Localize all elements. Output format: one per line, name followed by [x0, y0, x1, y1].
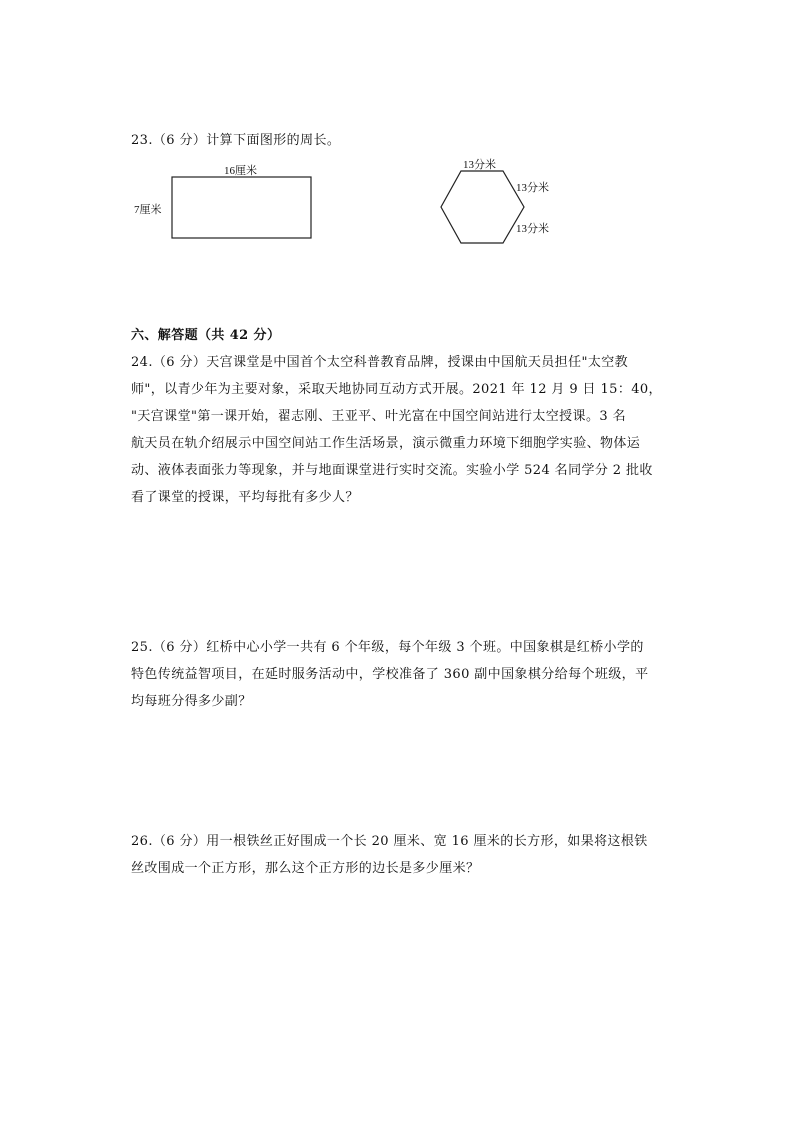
- question-24-line: 师"，以青少年为主要对象，采取天地协同互动方式开展。2021 年 12 月 9 日 15：40，: [131, 382, 662, 397]
- question-24-line: 24.（6 分）天宫课堂是中国首个太空科普教育品牌，授课由中国航天员担任"太空教: [131, 355, 629, 370]
- rectangle-figure: [172, 177, 311, 238]
- rect-width-label: 16厘米: [224, 165, 257, 177]
- section-6-heading: [131, 322, 280, 349]
- question-25-line: 均每班分得多少副？: [131, 694, 252, 709]
- hexagon-figure: [441, 171, 524, 243]
- hex-top-label: 13分米: [463, 159, 496, 171]
- rect-height-label: 7厘米: [134, 204, 162, 216]
- question-26: [131, 828, 691, 882]
- question-24-line: 动、液体表面张力等现象，并与地面课堂进行实时交流。实验小学 524 名同学分 2 批收: [131, 463, 653, 478]
- question-25-line: 25.（6 分）红桥中心小学一共有 6 个年级，每个年级 3 个班。中国象棋是红桥小学的: [131, 640, 644, 655]
- hex-lower-right-label: 13分米: [516, 223, 549, 235]
- section-6-title: 六、解答题（共 42 分）: [131, 328, 281, 343]
- question-24: [131, 349, 691, 511]
- question-25-line: 特色传统益智项目，在延时服务活动中，学校准备了 360 副中国象棋分给每个班级，平: [131, 667, 649, 682]
- question-26-line: 26.（6 分）用一根铁丝正好围成一个长 20 厘米、宽 16 厘米的长方形，如果将这根铁: [131, 834, 648, 849]
- question-24-line: 看了课堂的授课，平均每批有多少人？: [131, 490, 359, 505]
- question-25: [131, 634, 691, 715]
- question-23-text: 23.（6 分）计算下面图形的周长。: [131, 133, 341, 148]
- hex-upper-right-label: 13分米: [516, 182, 549, 194]
- question-24-line: 航天员在轨介绍展示中国空间站工作生活场景，演示微重力环境下细胞学实验、物体运: [131, 436, 641, 451]
- question-24-line: "天宫课堂"第一课开始，翟志刚、王亚平、叶光富在中国空间站进行太空授课。3 名: [131, 409, 626, 424]
- question-26-line: 丝改围成一个正方形，那么这个正方形的边长是多少厘米？: [131, 861, 480, 876]
